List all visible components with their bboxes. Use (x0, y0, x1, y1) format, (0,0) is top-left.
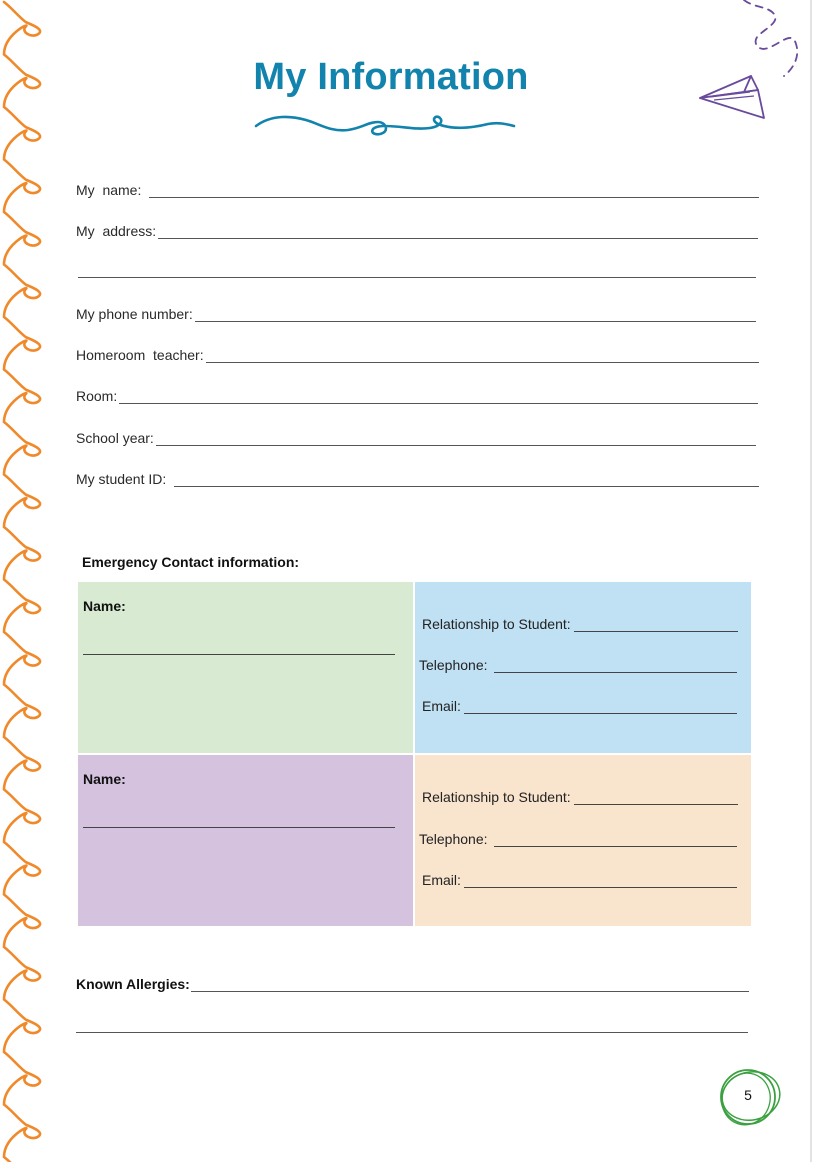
contact-2-name-input-line[interactable] (83, 827, 395, 828)
contact-1-email-field[interactable] (422, 696, 737, 714)
allergies-input-line[interactable] (191, 977, 749, 992)
contact-1-telephone-field[interactable] (419, 655, 737, 673)
allergies-second-line[interactable] (76, 1032, 748, 1033)
page-edge (810, 0, 812, 1162)
contact-2-relationship-label: Relationship to Student: (422, 789, 571, 805)
contact-1-email-input-line[interactable] (464, 701, 737, 714)
student-id-input-line[interactable] (174, 472, 759, 487)
address-label: My address: (76, 223, 157, 239)
school-year-field[interactable] (76, 426, 756, 446)
contact-1-name-cell (77, 581, 414, 754)
phone-field[interactable] (76, 302, 756, 322)
homeroom-input-line[interactable] (206, 348, 759, 363)
phone-label: My phone number: (76, 306, 193, 322)
contact-2-name-cell (77, 754, 414, 927)
allergies-field[interactable] (76, 972, 749, 992)
contact-1-details-cell (414, 581, 752, 754)
contact-2-relationship-field[interactable] (422, 787, 738, 805)
room-field[interactable] (76, 384, 758, 404)
page-number: 5 (744, 1087, 752, 1103)
contact-1-relationship-input-line[interactable] (574, 619, 738, 632)
homeroom-field[interactable] (76, 343, 759, 363)
address-input-line[interactable] (158, 224, 758, 239)
contact-2-email-label: Email: (422, 872, 461, 888)
contact-2-email-field[interactable] (422, 870, 737, 888)
spiral-binding (0, 0, 50, 1162)
homeroom-label: Homeroom teacher: (76, 347, 204, 363)
phone-input-line[interactable] (195, 307, 756, 322)
student-id-label: My student ID: (76, 471, 167, 487)
emergency-contact-table (76, 580, 753, 928)
school-year-input-line[interactable] (156, 431, 756, 446)
contact-1-telephone-label: Telephone: (419, 657, 488, 673)
contact-1-name-label: Name: (83, 598, 126, 614)
school-year-label: School year: (76, 430, 154, 446)
room-input-line[interactable] (119, 389, 758, 404)
student-id-field[interactable] (76, 467, 759, 487)
contact-1-relationship-field[interactable] (422, 614, 738, 632)
contact-2-email-input-line[interactable] (464, 875, 737, 888)
contact-2-relationship-input-line[interactable] (574, 792, 738, 805)
allergies-label: Known Allergies: (76, 976, 190, 992)
name-input-line[interactable] (149, 183, 759, 198)
address-field[interactable] (76, 219, 758, 239)
address-second-line[interactable] (78, 277, 756, 278)
contact-1-name-input-line[interactable] (83, 654, 395, 655)
name-field[interactable] (76, 178, 759, 198)
contact-2-telephone-field[interactable] (419, 829, 737, 847)
contact-2-telephone-label: Telephone: (419, 831, 488, 847)
emergency-contact-heading: Emergency Contact information: (82, 554, 300, 570)
name-label: My name: (76, 182, 142, 198)
title-squiggle (252, 108, 518, 142)
contact-2-details-cell (414, 754, 752, 927)
page-title: My Information (253, 56, 529, 98)
contact-2-telephone-input-line[interactable] (494, 834, 737, 847)
contact-1-relationship-label: Relationship to Student: (422, 616, 571, 632)
page-number-badge (716, 1066, 786, 1128)
contact-1-email-label: Email: (422, 698, 461, 714)
contact-2-name-label: Name: (83, 771, 126, 787)
room-label: Room: (76, 388, 118, 404)
contact-1-telephone-input-line[interactable] (494, 660, 737, 673)
